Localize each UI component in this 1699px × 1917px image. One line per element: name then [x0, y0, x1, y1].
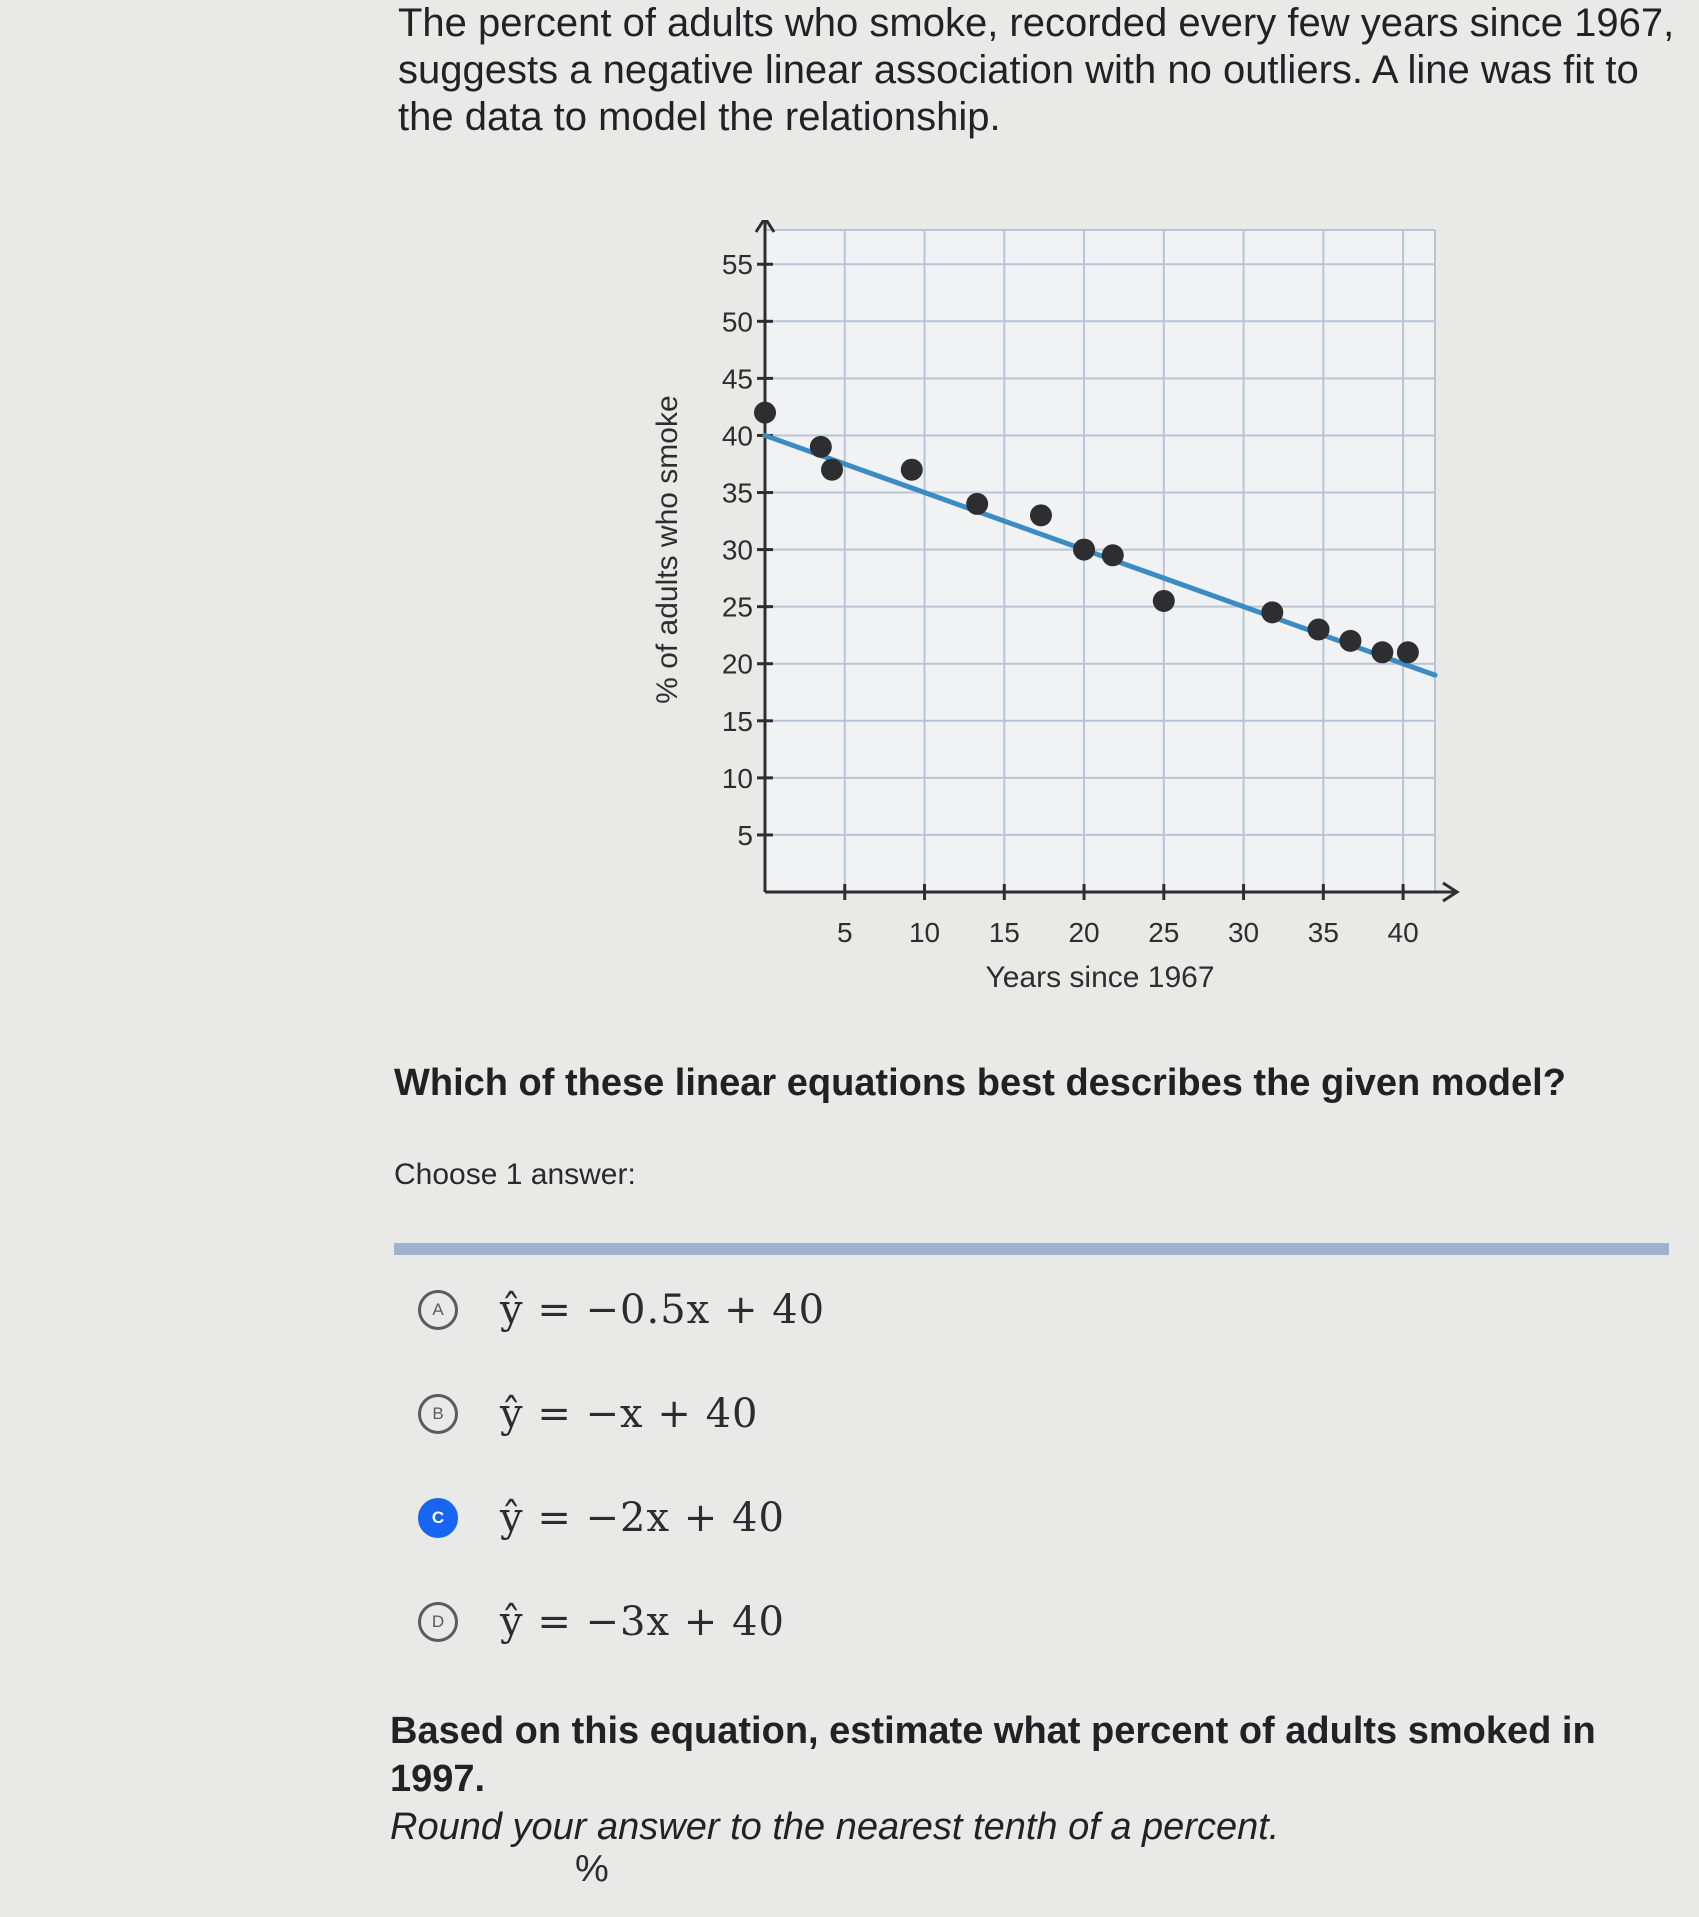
y-tick-label: 20 — [721, 648, 753, 680]
data-point — [1030, 504, 1052, 526]
x-tick-label: 10 — [908, 917, 941, 948]
x-tick-label: 25 — [1148, 917, 1180, 948]
data-point — [1261, 601, 1283, 623]
y-tick-label: 40 — [721, 420, 753, 452]
choice-d-equation: ŷ = −3x + 40 — [500, 1599, 785, 1645]
choice-d[interactable] — [418, 1570, 1318, 1674]
x-tick-label: 15 — [988, 917, 1020, 948]
percent-unit-label: % — [575, 1848, 609, 1890]
percent-answer-input[interactable] — [440, 1845, 574, 1897]
y-tick-label: 30 — [721, 534, 753, 566]
choice-c-radio[interactable]: C — [418, 1498, 458, 1538]
y-tick-label: 5 — [737, 819, 753, 851]
choice-a-radio[interactable]: A — [418, 1290, 458, 1330]
choice-d-radio[interactable]: D — [418, 1602, 458, 1642]
chart-svg — [640, 220, 1460, 1010]
question-text: Which of these linear equations best describes the given model? — [394, 1062, 1566, 1104]
data-point — [966, 493, 988, 515]
x-tick-label: 5 — [836, 917, 853, 948]
data-point — [754, 402, 776, 424]
plot-area — [765, 230, 1435, 892]
y-tick-label: 35 — [721, 477, 753, 509]
x-tick-label: 30 — [1227, 917, 1260, 948]
x-axis-label: Years since 1967 — [985, 961, 1215, 994]
estimate-prompt — [390, 1707, 1690, 1851]
y-tick-label: 15 — [721, 705, 753, 737]
data-point — [821, 459, 843, 481]
intro-text: The percent of adults who smoke, recorded every few years since 1967, suggests a negative linear association with no outliers. A line was fit to the data to model the relationship. — [398, 1, 1675, 139]
data-point — [1102, 544, 1124, 566]
data-point — [901, 459, 923, 481]
choice-b-radio[interactable]: B — [418, 1394, 458, 1434]
y-tick-label: 25 — [721, 591, 753, 623]
data-point — [1397, 641, 1419, 663]
choose-label: Choose 1 answer: — [394, 1158, 636, 1191]
data-point — [1153, 590, 1175, 612]
choice-c[interactable] — [418, 1466, 1318, 1570]
choice-a[interactable] — [418, 1258, 1318, 1362]
estimate-instruction: Round your answer to the nearest tenth of a percent. — [390, 1806, 1280, 1848]
y-tick-label: 45 — [721, 363, 753, 395]
data-point — [810, 436, 832, 458]
x-tick-label: 20 — [1068, 917, 1100, 948]
choice-b-equation: ŷ = −x + 40 — [500, 1391, 759, 1437]
data-point — [1339, 630, 1361, 652]
x-tick-label: 35 — [1307, 917, 1339, 948]
y-tick-label: 50 — [721, 306, 753, 338]
choice-b[interactable] — [418, 1362, 1318, 1466]
choice-a-equation: ŷ = −0.5x + 40 — [500, 1287, 826, 1333]
y-tick-label: 55 — [721, 249, 753, 281]
y-tick-label: 10 — [721, 762, 753, 794]
data-point — [1073, 539, 1095, 561]
choice-c-equation: ŷ = −2x + 40 — [500, 1495, 785, 1541]
answer-choices — [418, 1258, 1318, 1674]
x-tick-label: 40 — [1387, 917, 1419, 948]
choices-divider — [394, 1243, 1669, 1255]
scatter-chart — [640, 220, 1460, 1010]
data-point — [1308, 618, 1330, 640]
data-point — [1371, 641, 1393, 663]
y-axis-label: % of adults who smoke — [651, 395, 684, 704]
estimate-question: Based on this equation, estimate what percent of adults smoked in 1997. — [390, 1710, 1596, 1800]
